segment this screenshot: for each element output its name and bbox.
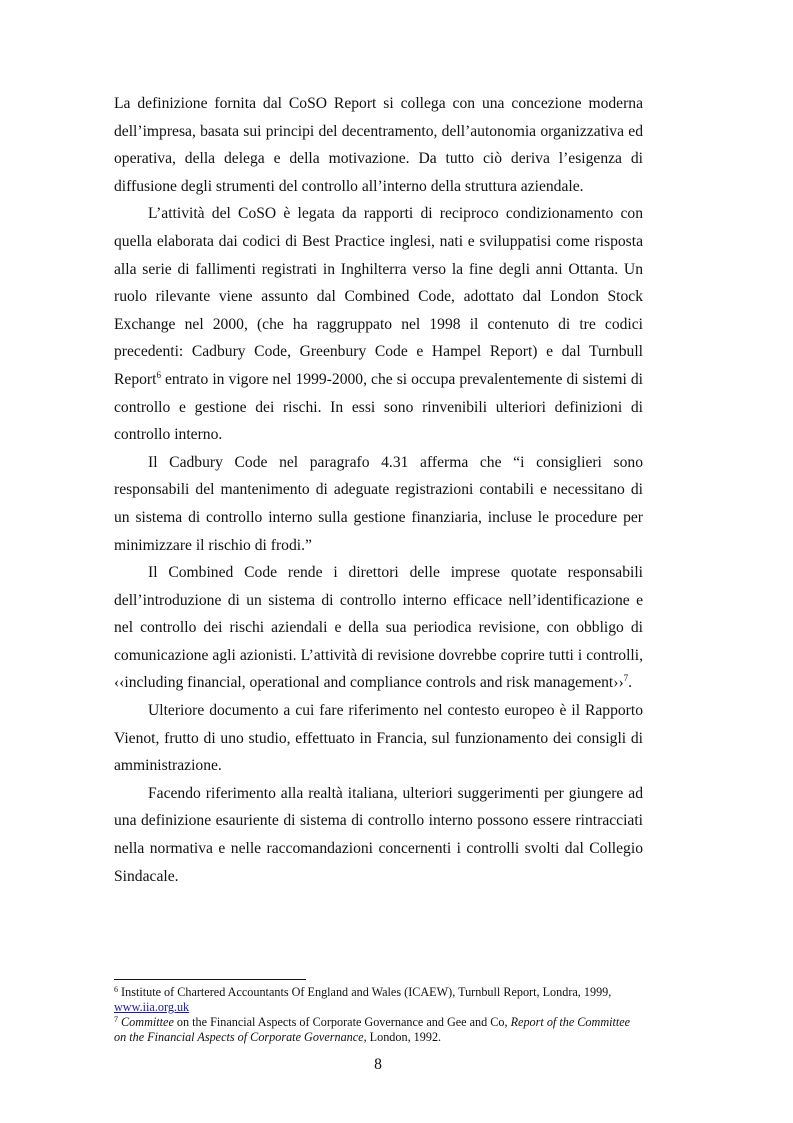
paragraph-text: La definizione fornita dal CoSO Report si collega con una concezione moderna dell’impresa, basata sui principi del decentramento, dell’autonomia organizzativa ed operativa, della delega e della motivazione. Da tutto ciò deriva l’esigenza di diffusione degli strumenti del controllo all’interno della struttura aziendale. bbox=[114, 95, 643, 195]
footnote-italic-title: Report of the Committee on the Financial Aspects of Corporate Governance bbox=[114, 1015, 631, 1044]
paragraph-coso-definition bbox=[114, 90, 643, 200]
footnote-number: 7 bbox=[114, 1015, 118, 1024]
paragraph-text: Facendo riferimento alla realtà italiana, ulteriori suggerimenti per giungere ad una definizione esauriente di sistema di controllo interno possono essere rintracciati nella normativa e nelle raccomandazioni concernenti i controlli svolti dal Collegio Sindacale. bbox=[114, 784, 643, 885]
paragraph-combined-code bbox=[114, 559, 643, 697]
body-text bbox=[114, 90, 643, 890]
paragraph-text: Il Cadbury Code nel paragrafo 4.31 afferma che “i consiglieri sono responsabili del mantenimento di adeguate registrazioni contabili e necessitano di un sistema di controllo interno sulla gestione finanziaria, incluse le procedure per minimizzare il rischio di frodi.” bbox=[114, 453, 643, 554]
footnotes bbox=[114, 985, 643, 1045]
footnote-italic-text: Committee bbox=[121, 1015, 174, 1029]
paragraph-collegio-sindacale bbox=[114, 780, 643, 890]
paragraph-text: . bbox=[628, 674, 633, 692]
footnote-ref-6[interactable]: 6 bbox=[156, 369, 161, 380]
iia-website-link[interactable]: www.iia.org.uk bbox=[114, 1000, 190, 1014]
paragraph-text: Il Combined Code rende i direttori delle imprese quotate responsabili dell’introduzione di un sistema di controllo interno efficace nell’identificazione e nel controllo dei rischi aziendali e della sua periodica revisione, con obbligo di comunicazione agli azionisti. L’attività di revisione dovrebbe coprire tutti i controlli, ‹‹including financial, operational and compliance controls and risk management›› bbox=[114, 564, 643, 692]
footnote-divider bbox=[114, 979, 306, 980]
paragraph-text: Ulteriore documento a cui fare riferimento nel contesto europeo è il Rapporto Vienot, frutto di uno studio, effettuato in Francia, sul funzionamento dei consigli di amministrazione. bbox=[114, 702, 643, 775]
paragraph-text: entrato in vigore nel 1999-2000, che si occupa prevalentemente di sistemi di controllo e gestione dei rischi. In essi sono rinvenibili ulteriori definizioni di controllo interno. bbox=[114, 370, 643, 444]
paragraph-cadbury-code bbox=[114, 449, 643, 559]
footnote-ref-7[interactable]: 7 bbox=[623, 673, 629, 684]
footnote-text: on the Financial Aspects of Corporate Governance and Gee and Co, bbox=[173, 1015, 511, 1029]
footnote-text: , London, 1992. bbox=[363, 1030, 442, 1044]
paragraph-text: L’attività del CoSO è legata da rapporti di reciproco condizionamento con quella elaborata dai codici di Best Practice inglesi, nati e sviluppatisi come risposta alla serie di fallimenti registrati in Inghilterra verso la fine degli anni Ottanta. Un ruolo rilevante viene assunto dal Combined Code, adottato dal London Stock Exchange nel 2000, (che ha raggruppato nel 1998 il contenuto di tre codici precedenti: Cadbury Code, Greenbury Code e Hampel Report) e dal Turnbull Report bbox=[114, 205, 643, 388]
page-number: 8 bbox=[374, 1056, 382, 1073]
footnote-text: Institute of Chartered Accountants Of England and Wales (ICAEW), Turnbull Report, Londra, 1999, bbox=[118, 985, 612, 999]
footnote-6 bbox=[114, 985, 643, 1015]
footnote-7 bbox=[114, 1015, 643, 1045]
paragraph-best-practice bbox=[114, 200, 643, 448]
footnote-number: 6 bbox=[114, 985, 118, 994]
paragraph-rapporto-vienot bbox=[114, 697, 643, 780]
